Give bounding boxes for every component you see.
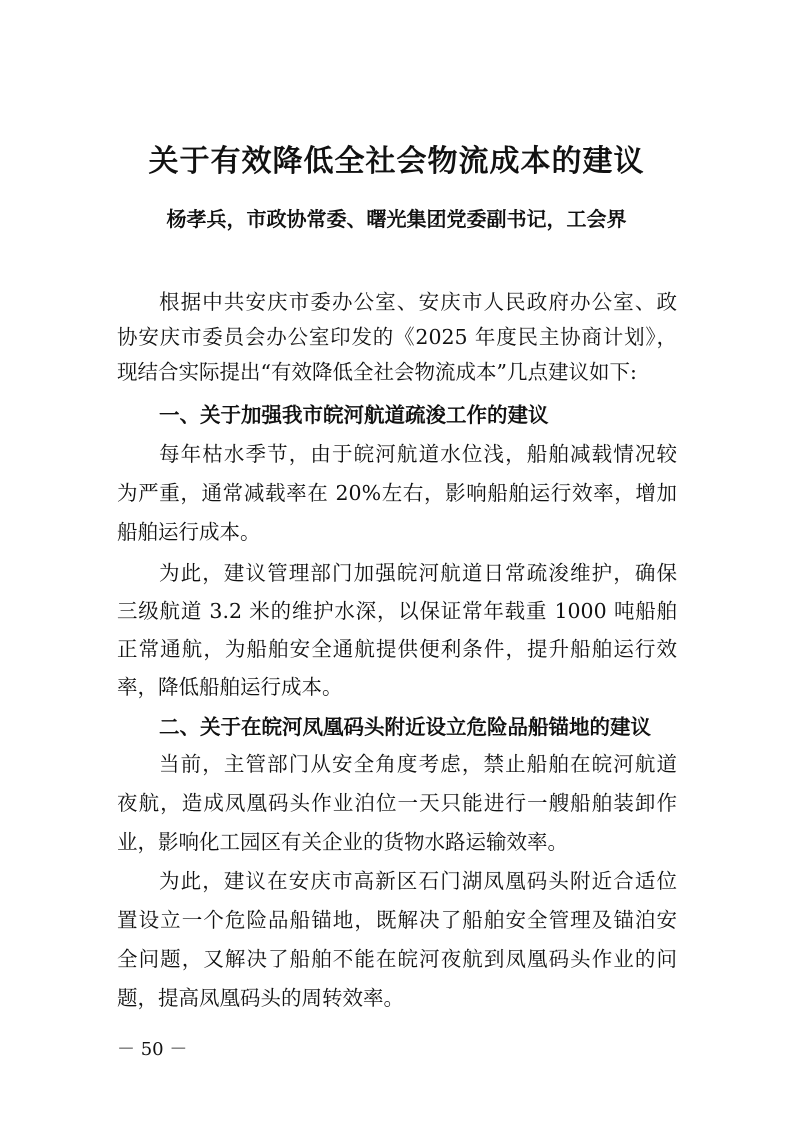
section-1-p2-line-4: 率，降低船舶运行成本。: [117, 675, 343, 699]
section-1-p2-line-3: 正常通航，为船舶安全通航提供便利条件，提升船舶运行效: [117, 637, 677, 661]
section-1-p2-line-2: 三级航道 3.2 米的维护水深，以保证常年载重 1000 吨船舶: [117, 599, 677, 623]
section-2-p1-line-2: 夜航，造成凤凰码头作业泊位一天只能进行一艘船舶装卸作: [117, 791, 677, 815]
section-2-heading: 二、关于在皖河凤凰码头附近设立危险品船锚地的建议: [159, 715, 651, 739]
intro-line-3: 现结合实际提出“有效降低全社会物流成本”几点建议如下:: [117, 360, 637, 384]
section-1-heading: 一、关于加强我市皖河航道疏浚工作的建议: [159, 403, 549, 427]
section-1-p1-line-1: 每年枯水季节，由于皖河航道水位浅，船舶减载情况较: [159, 442, 677, 466]
page-number: － 50 －: [117, 1039, 188, 1060]
document-author: 杨孝兵，市政协常委、曙光集团党委副书记，工会界: [166, 207, 627, 231]
section-2-p2-line-4: 题，提高凤凰码头的周转效率。: [117, 986, 404, 1010]
section-2-p1-line-3: 业，影响化工园区有关企业的货物水路运输效率。: [117, 830, 568, 854]
intro-line-2: 协安庆市委员会办公室印发的《2025 年度民主协商计划》，: [117, 325, 677, 349]
intro-line-1: 根据中共安庆市委办公室、安庆市人民政府办公室、政: [159, 290, 677, 314]
section-1-p2-line-1: 为此，建议管理部门加强皖河航道日常疏浚维护，确保: [159, 561, 677, 585]
section-2-p2-line-1: 为此，建议在安庆市高新区石门湖凤凰码头附近合适位: [159, 869, 677, 893]
section-2-p2-line-3: 全问题，又解决了船舶不能在皖河夜航到凤凰码头作业的问: [117, 947, 677, 971]
section-1-p1-line-2: 为严重，通常减载率在 20%左右，影响船舶运行效率，增加: [117, 481, 677, 505]
document-title: 关于有效降低全社会物流成本的建议: [148, 144, 645, 179]
section-2-p1-line-1: 当前，主管部门从安全角度考虑，禁止船舶在皖河航道: [159, 752, 677, 776]
section-2-p2-line-2: 置设立一个危险品船锚地，既解决了船舶安全管理及锚泊安: [117, 908, 677, 932]
section-1-p1-line-3: 船舶运行成本。: [117, 520, 261, 544]
